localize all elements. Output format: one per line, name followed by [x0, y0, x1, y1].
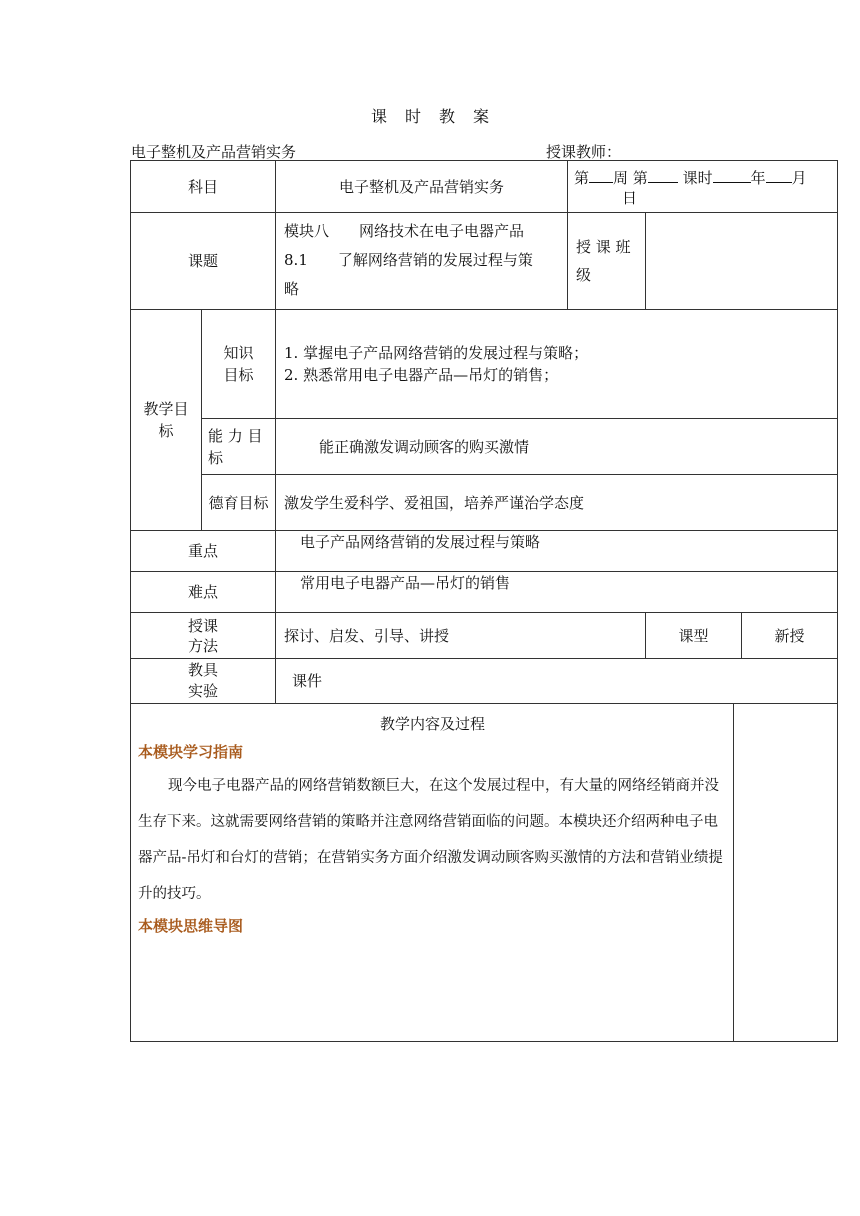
topic-line: 模块八 网络技术在电子电器产品	[284, 222, 525, 240]
topic-label: 课题	[188, 252, 219, 270]
ability-goal-cell	[276, 419, 838, 475]
class-value-cell[interactable]	[646, 213, 838, 310]
content-side-cell	[734, 704, 838, 1042]
moral-goal-cell	[276, 475, 838, 531]
lesson-type-value: 新授	[774, 626, 805, 645]
guide-title: 本模块学习指南	[138, 743, 244, 761]
class-label-cell	[568, 213, 646, 310]
goals-label: 标	[158, 422, 174, 440]
title-char: 时	[404, 107, 421, 126]
lesson-type-value-cell	[742, 613, 838, 659]
subject-label: 科目	[188, 177, 219, 196]
schedule-text: 周 第	[613, 168, 648, 187]
schedule-text: 课时	[682, 168, 713, 187]
subject-line: 电子整机及产品营销实务	[131, 143, 297, 161]
content-heading: 教学内容及过程	[380, 715, 486, 733]
schedule-text: 第	[574, 168, 590, 187]
knowledge-label: 目标	[223, 366, 254, 384]
difficulty-label: 难点	[188, 583, 219, 601]
topic-line: 略	[284, 280, 300, 298]
guide-text: 现今电子电器产品的网络营销数额巨大，在这个发展过程中，有大量的网络经销商并没生存下来。这就需要网络营销的策略并注意网络营销面临的问题。本模块还介绍两种电子电器产品-吊灯和台灯的营销；在营销实务方面介绍激发调动顾客购买激情的方法和营销业绩提升的技巧。	[138, 778, 723, 902]
class-label: 级	[576, 266, 592, 284]
ability-goal-text: 能正确激发调动顾客的购买激情	[319, 437, 530, 456]
method-label: 方法	[188, 636, 219, 655]
key-point-text: 电子产品网络营销的发展过程与策略	[300, 533, 541, 551]
title-char: 教	[439, 107, 456, 126]
difficulty-cell	[276, 572, 838, 613]
method-label-cell	[131, 613, 276, 659]
subject-value: 电子整机及产品营销实务	[339, 177, 505, 196]
knowledge-goal-item: 2. 熟悉常用电子电器产品—吊灯的销售；	[284, 366, 559, 384]
knowledge-goal-item: 1. 掌握电子产品网络营销的发展过程与策略；	[284, 344, 589, 362]
ability-label-cell	[202, 419, 276, 475]
tools-label-cell	[131, 659, 276, 704]
tools-text: 课件	[292, 672, 323, 690]
key-point-cell	[276, 531, 838, 572]
schedule-text: 年	[750, 168, 766, 187]
method-text: 探讨、启发、引导、讲授	[284, 626, 450, 645]
lesson-plan-table	[130, 160, 838, 1042]
schedule-cell	[568, 161, 838, 213]
topic-value-cell	[276, 213, 568, 310]
schedule-text: 日	[622, 188, 638, 207]
moral-goal-text: 激发学生爱科学、爱祖国，培养严谨治学态度	[284, 493, 585, 512]
subject-label-cell	[131, 161, 276, 213]
difficulty-text: 常用电子电器产品—吊灯的销售	[300, 574, 511, 592]
topic-line: 8.1 了解网络营销的发展过程与策	[284, 251, 533, 269]
key-point-label: 重点	[188, 542, 219, 560]
lesson-type-label: 课型	[678, 626, 709, 645]
tools-cell	[276, 659, 838, 704]
method-label: 授课	[188, 616, 219, 635]
knowledge-goals-cell	[276, 310, 838, 419]
difficulty-label-cell	[131, 572, 276, 613]
lesson-type-label-cell	[646, 613, 742, 659]
teacher-label: 授课教师：	[546, 143, 622, 161]
class-label: 授 课 班	[576, 238, 631, 256]
topic-label-cell	[131, 213, 276, 310]
goals-label: 教学目	[143, 400, 189, 418]
subject-value-cell	[276, 161, 568, 213]
document-title	[0, 104, 860, 127]
ability-label: 能 力 目	[208, 426, 263, 445]
title-char: 课	[370, 107, 387, 126]
ability-label: 标	[208, 448, 224, 467]
knowledge-label-cell	[202, 310, 276, 419]
mindmap-title: 本模块思维导图	[138, 917, 244, 935]
method-cell	[276, 613, 646, 659]
content-cell	[131, 704, 734, 1042]
key-point-label-cell	[131, 531, 276, 572]
moral-label-cell	[202, 475, 276, 531]
moral-label: 德育目标	[208, 493, 269, 512]
tools-label: 教具	[188, 661, 219, 679]
tools-label: 实验	[188, 682, 219, 700]
goals-label-cell	[131, 310, 202, 531]
title-char: 案	[473, 107, 490, 126]
knowledge-label: 知识	[223, 344, 254, 362]
schedule-text: 月	[791, 168, 807, 187]
